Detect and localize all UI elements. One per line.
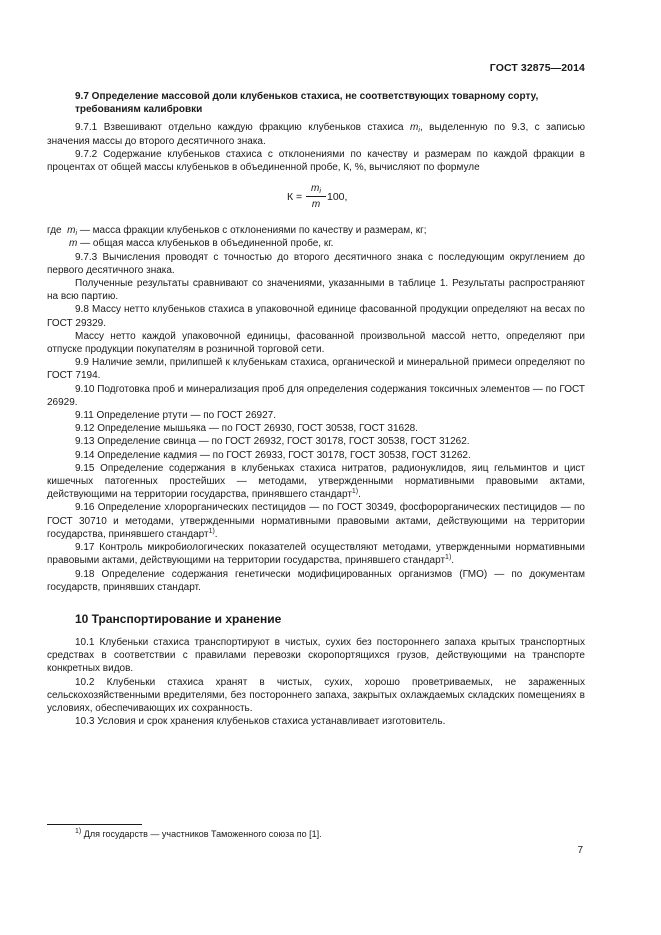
where-var-mi: m (67, 225, 76, 237)
text-run: 9.17 Контроль микробиологических показателей осуществляют методами, утвержденными нормативными правовыми актами, действующими на территории государства, принявшего стандарт (47, 542, 585, 567)
footnote-divider (47, 824, 142, 825)
where-line-1 (47, 224, 585, 237)
paragraph: 9.11 Определение ртути — по ГОСТ 26927. (75, 410, 277, 422)
paragraph: 9.9 Наличие земли, прилипшей к клубенькам стахиса, органической и минеральной примеси определяют по ГОСТ 7194. (47, 357, 585, 382)
paragraph-9-17: 9.17 Контроль микробиологических показателей осуществляют методами, утвержденными нормативными правовыми актами, действующими на территории государства, принявшего стандарт$^{1)}$. (47, 542, 585, 567)
where-var-sub: i (75, 230, 78, 238)
paragraph-9-7-2: 9.7.2 Содержание клубеньков стахиса с отклонениями по качеству и размерам по каждой фракции в процентах от общей массы клубеньков в объединенной пробе, К, %, вычисляют по формуле (47, 148, 585, 174)
paragraph-9-16: 9.16 Определение хлорорганических пестицидов — по ГОСТ 30349, фосфорорганических пестицидов — по ГОСТ 30710 и методами, утвержденными нормативными правовыми актами, действующими на территории государства, принявшего стандарт$^{1)}$. (47, 502, 585, 540)
text-run: 9.7.1 Взвешивают отдельно каждую фракцию клубеньков стахиса (75, 122, 411, 134)
paragraph: Массу нетто каждой упаковочной единицы, фасованной произвольной массой нетто, определяют при отпуске продукции покупателям в розничной торговой сети. (47, 330, 585, 356)
paragraph: 9.7.3 Вычисления проводят с точностью до второго десятичного знака с последующим округлением до первого десятичного знака. (47, 251, 585, 276)
section-9-7-heading: 9.7 Определение массовой доли клубеньков стахиса, не соответствующих товарному сорту, требованиям калибровки (75, 91, 539, 116)
footnote-mark: 1) (75, 828, 82, 835)
text-run: , выделенную по 9.3, с записью значения массы до второго десятичного знака. (47, 122, 585, 147)
paragraph: 9.13 Определение свинца — по ГОСТ 26932, ГОСТ 30178, ГОСТ 30538, ГОСТ 31262. (75, 436, 470, 448)
footnote-ref: 1) (445, 554, 452, 562)
paragraph-9-15: 9.15 Определение содержания в клубеньках стахиса нитратов, радионуклидов, яиц гельминтов и цист кишечных патогенных простейших — методами, утвержденными нормативными правовыми актами, действующими на территории государства, принявшего стандарт$^{1)}$. (47, 462, 585, 501)
footnote-ref: 1) (208, 527, 215, 535)
paragraph: 9.14 Определение кадмия — по ГОСТ 26933, ГОСТ 30178, ГОСТ 30538, ГОСТ 31262. (75, 449, 471, 461)
page-content (47, 90, 585, 728)
numerator-sub: i (319, 188, 321, 196)
where-def-1: — масса фракции клубеньков с отклонениями по качеству и размерам, кг; (77, 225, 427, 237)
paragraph-9-18: 9.18 Определение содержания генетически модифицированных организмов (ГМО) — по документам государств, принявших стандарт. (47, 568, 585, 593)
paragraph-10-2: 10.2 Клубеньки стахиса хранят в чистых, сухих, хорошо проветриваемых, не зараженных сельскохозяйственными вредителями, без постороннего запаха, закрытых охлаждаемых складских помещениях в условиях, обеспечивающих их сохранность. (47, 676, 585, 714)
paragraph-10-3: 10.3 Условия и срок хранения клубеньков стахиса устанавливает изготовитель. (75, 716, 446, 728)
footnote (75, 828, 322, 840)
paragraph-10-1: 10.1 Клубеньки стахиса транспортируют в чистых, сухих без постороннего запаха крытых транспортных средствах в соответствии с правилами перевозки скоропортящихся грузов, действующими на транспорте конкретных видов. (47, 636, 585, 675)
paragraph: 9.12 Определение мышьяка — по ГОСТ 26930, ГОСТ 30538, ГОСТ 31628. (75, 423, 418, 435)
text-run: 9.15 Определение содержания в клубеньках стахиса нитратов, радионуклидов, яиц гельминтов и цист кишечных патогенных простейших — методами, утвержденными нормативными правовыми актами, действующими на территории государства, принявшего стандарт (47, 462, 585, 501)
footnote-ref: 1) (351, 488, 359, 496)
subscript-i: i (418, 127, 420, 135)
formula-denominator: m (311, 199, 321, 211)
where-var-m: m (69, 238, 78, 250)
formula-k (47, 182, 585, 216)
where-prefix: где (47, 225, 62, 237)
footnote-text: Для государств — участников Таможенного союза по [1]. (81, 829, 322, 839)
doc-code-header: ГОСТ 32875—2014 (489, 62, 585, 74)
numerator-var: m (311, 183, 320, 195)
where-def-2: — общая масса клубеньков в объединенной пробе, кг. (77, 238, 334, 250)
paragraph-9-7-1 (47, 121, 585, 147)
where-line-2 (69, 237, 585, 250)
page-number: 7 (577, 845, 583, 856)
text-run: 9.16 Определение хлорорганических пестицидов — по ГОСТ 30349, фосфорорганических пестицидов — по ГОСТ 30710 и методами, утвержденными нормативными правовыми актами, действующими на территории государства, принявшего стандарт (47, 502, 585, 540)
variable-m: m (410, 122, 419, 134)
formula-lhs: К = (287, 191, 303, 204)
section-10-heading: 10 Транспортирование и хранение (75, 611, 282, 626)
paragraph: 9.8 Массу нетто клубеньков стахиса в упаковочной единице фасованной продукции определяют на весах по ГОСТ 29329. (47, 304, 585, 329)
formula-multiplier: 100, (327, 191, 348, 204)
formula-numerator (306, 182, 326, 197)
paragraph: Полученные результаты сравнивают со значениями, указанными в таблице 1. Результаты распространяют на всю партию. (47, 278, 585, 303)
paragraph: 9.10 Подготовка проб и минерализация проб для определения содержания токсичных элементов — по ГОСТ 26929. (47, 383, 585, 408)
formula-fraction (306, 182, 326, 211)
